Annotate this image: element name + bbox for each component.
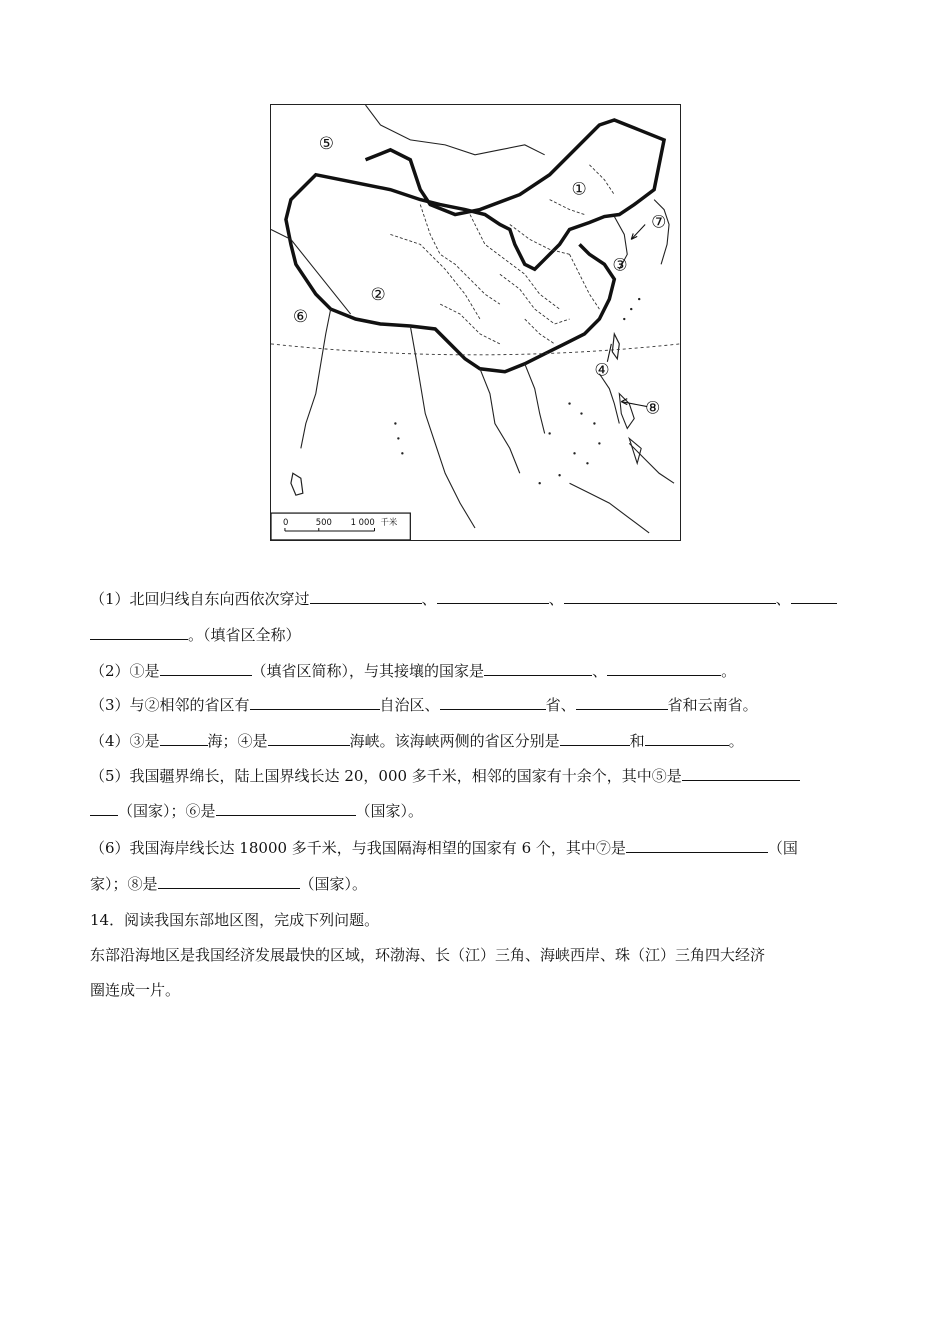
q6-blank-2[interactable] bbox=[158, 874, 300, 889]
question-14-title: 14．阅读我国东部地区图，完成下列问题。 bbox=[90, 911, 380, 929]
q3-blank-1[interactable] bbox=[250, 695, 380, 710]
question-5-line2 bbox=[90, 800, 423, 821]
q6-c: 家）；⑧是 bbox=[90, 875, 158, 893]
map-label-6: ⑥ bbox=[292, 306, 309, 327]
question-1-line2 bbox=[90, 624, 301, 645]
q4-d: 和 bbox=[629, 732, 645, 750]
map-label-1: ① bbox=[571, 178, 587, 199]
q1-blank-4a[interactable] bbox=[791, 589, 837, 604]
neighbour-outlines bbox=[271, 105, 674, 533]
map-label-8: ⑧ bbox=[645, 397, 661, 418]
q4-c: 海峡。该海峡两侧的省区分别是 bbox=[349, 732, 560, 750]
q3-b: 自治区、 bbox=[379, 696, 440, 714]
q5-blank-2[interactable] bbox=[216, 801, 356, 816]
q2-a: （2）①是 bbox=[90, 662, 160, 680]
scale-tick-1000: 1 000 bbox=[350, 517, 375, 528]
q3-blank-2[interactable] bbox=[440, 695, 546, 710]
q5-a: （5）我国疆界绵长，陆上国界线长达 20，000 多千米，相邻的国家有十余个，其中⑤是 bbox=[90, 767, 682, 785]
q1-sep-2: 、 bbox=[548, 590, 564, 608]
q1-cont: 。（填省区全称） bbox=[188, 626, 301, 644]
scale-unit: 千米 bbox=[380, 517, 398, 528]
scale-tick-500: 500 bbox=[315, 517, 332, 528]
map-label-5: ⑤ bbox=[318, 132, 334, 153]
q6-d: （国家）。 bbox=[299, 875, 368, 893]
map-svg bbox=[271, 105, 680, 540]
q2-sep: 、 bbox=[592, 662, 608, 680]
q5-blank-1a[interactable] bbox=[682, 766, 800, 781]
map-figure bbox=[270, 104, 681, 541]
scale-tick-0: 0 bbox=[282, 517, 289, 528]
q4-blank-2[interactable] bbox=[268, 731, 350, 746]
question-2 bbox=[90, 660, 736, 681]
island-dots bbox=[394, 298, 640, 484]
map-label-2: ② bbox=[370, 284, 386, 305]
question-5-line1 bbox=[90, 765, 800, 786]
q4-e: 。 bbox=[728, 732, 744, 750]
map-label-3: ③ bbox=[612, 254, 628, 275]
question-6-line2 bbox=[90, 873, 367, 894]
q2-blank-3[interactable] bbox=[607, 661, 721, 676]
map-label-4: ④ bbox=[594, 359, 610, 380]
q5-b: （国家）；⑥是 bbox=[118, 802, 216, 820]
map-label-7: ⑦ bbox=[651, 211, 667, 232]
q1-blank-2[interactable] bbox=[437, 589, 549, 604]
q4-a: （4）③是 bbox=[90, 732, 160, 750]
q2-blank-1[interactable] bbox=[160, 661, 252, 676]
q1-blank-1[interactable] bbox=[310, 589, 422, 604]
q4-b: 海；④是 bbox=[207, 732, 268, 750]
scale-bar bbox=[271, 513, 410, 540]
q5-blank-1b[interactable] bbox=[90, 801, 118, 816]
q2-b: （填省区简称），与其接壤的国家是 bbox=[251, 662, 485, 680]
q1-blank-4b[interactable] bbox=[90, 625, 188, 640]
q3-a: （3）与②相邻的省区有 bbox=[90, 696, 250, 714]
q3-d: 省和云南省。 bbox=[667, 696, 758, 714]
q6-a: （6）我国海岸线长达 18000 多千米，与我国隔海相望的国家有 6 个，其中⑦是 bbox=[90, 839, 626, 857]
q1-sep-3: 、 bbox=[775, 590, 791, 608]
question-14-paragraph-line2: 圈连成一片。 bbox=[90, 981, 181, 999]
q4-blank-4[interactable] bbox=[645, 731, 729, 746]
q3-c: 省、 bbox=[545, 696, 576, 714]
q2-blank-2[interactable] bbox=[484, 661, 592, 676]
q5-c: （国家）。 bbox=[355, 802, 424, 820]
question-14-paragraph-line1: 东部沿海地区是我国经济发展最快的区域，环渤海、长（江）三角、海峡西岸、珠（江）三角四大经济 bbox=[90, 946, 766, 964]
question-4 bbox=[90, 730, 744, 751]
taiwan-outline bbox=[612, 334, 619, 359]
question-1-line1 bbox=[90, 588, 837, 609]
q1-sep-1: 、 bbox=[421, 590, 437, 608]
q6-blank-1[interactable] bbox=[626, 838, 768, 853]
q2-end: 。 bbox=[721, 662, 737, 680]
q4-blank-3[interactable] bbox=[560, 731, 630, 746]
q1-text: （1）北回归线自东向西依次穿过 bbox=[90, 590, 310, 608]
philippines-outline bbox=[619, 394, 641, 464]
question-3 bbox=[90, 694, 758, 715]
sri-lanka-outline bbox=[291, 473, 303, 495]
q3-blank-3[interactable] bbox=[576, 695, 668, 710]
question-6-line1 bbox=[90, 837, 798, 858]
national-border bbox=[286, 120, 667, 372]
q4-blank-1[interactable] bbox=[160, 731, 208, 746]
q1-blank-3[interactable] bbox=[564, 589, 776, 604]
q6-b: （国 bbox=[767, 839, 798, 857]
